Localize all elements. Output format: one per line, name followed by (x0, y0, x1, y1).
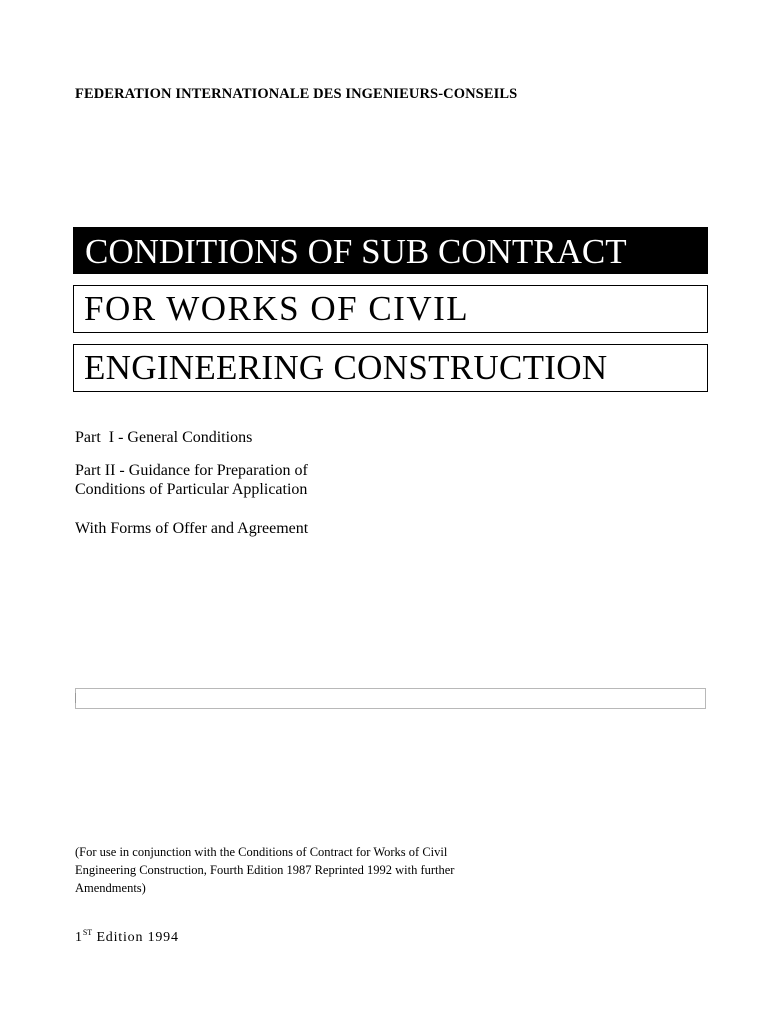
organization-header: FEDERATION INTERNATIONALE DES INGENIEURS-CONSEILS (75, 86, 518, 102)
part-1-description: Part I - General Conditions (75, 429, 253, 446)
empty-text-box (75, 688, 706, 709)
footnote-line-3: Amendments) (75, 881, 146, 895)
edition-label (75, 928, 179, 946)
title-line-1: CONDITIONS OF SUB CONTRACT (73, 227, 708, 274)
usage-footnote (75, 843, 535, 897)
part-2-line-2: Conditions of Particular Application (75, 481, 308, 498)
footnote-line-2: Engineering Construction, Fourth Edition 1987 Reprinted 1992 with further (75, 863, 455, 877)
title-line-3: ENGINEERING CONSTRUCTION (73, 344, 708, 392)
title-line-2: FOR WORKS OF CIVIL (73, 285, 708, 333)
edition-text: Edition 1994 (92, 930, 179, 945)
edition-number: 1 (75, 930, 83, 945)
box-edge-mark (75, 693, 76, 703)
part-2-line-1: Part II - Guidance for Preparation of (75, 462, 308, 479)
footnote-line-1: (For use in conjunction with the Conditions of Contract for Works of Civil (75, 845, 448, 859)
edition-ordinal-suffix: ST (82, 928, 93, 937)
part-2-description (75, 461, 308, 499)
forms-description: With Forms of Offer and Agreement (75, 520, 309, 537)
